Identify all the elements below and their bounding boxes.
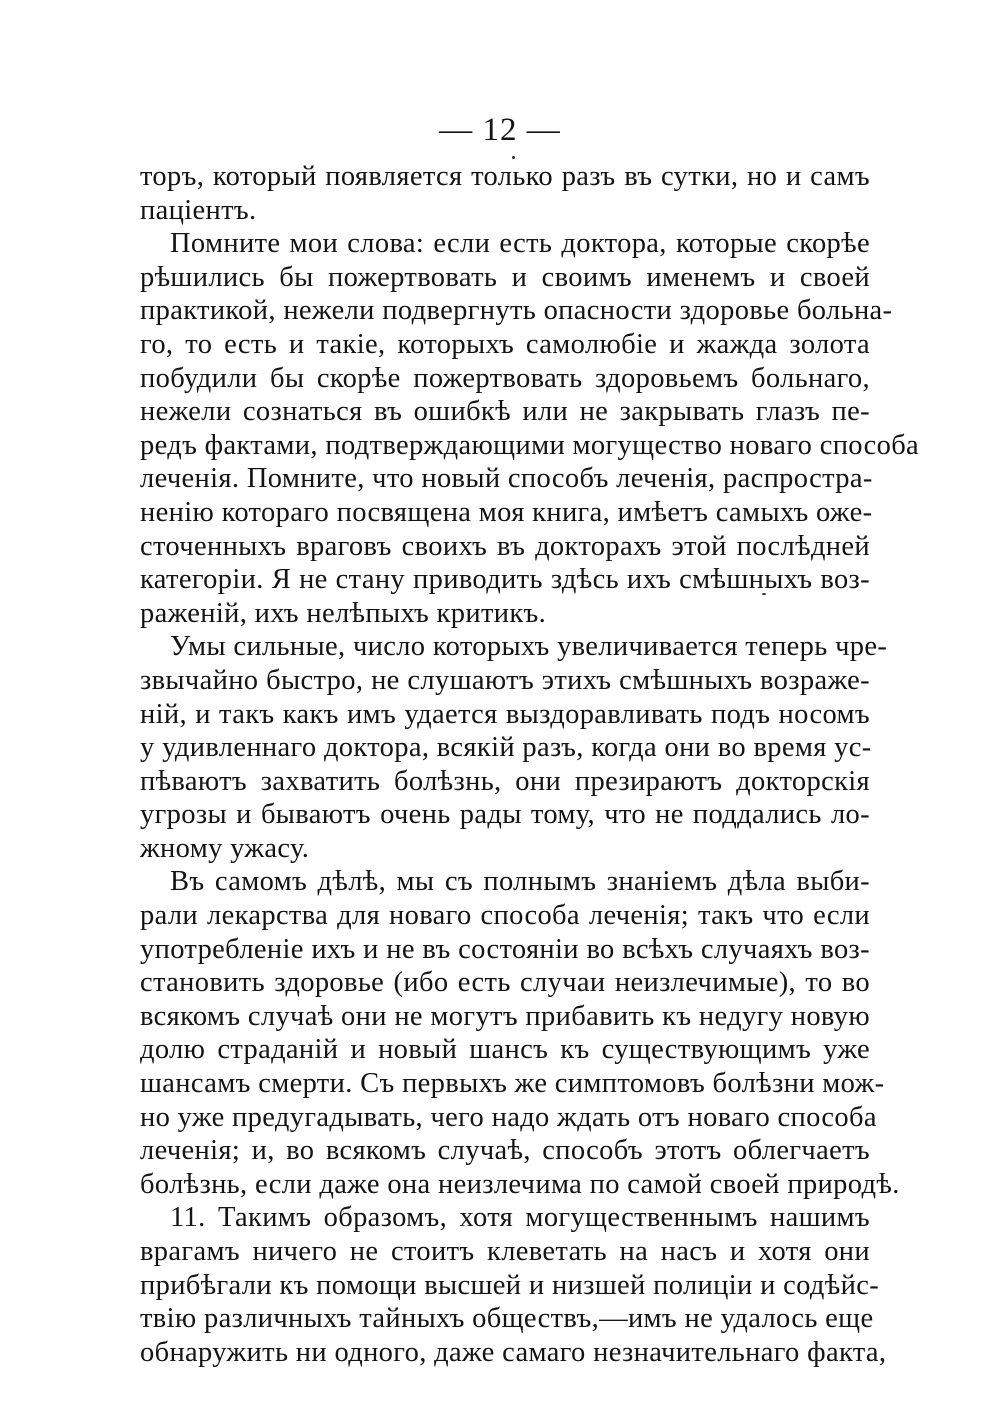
text-line: но уже предугадывать, чего надо ждать отъ новаго способа: [140, 1101, 877, 1133]
text-line: долю страданій и новый шансъ къ существующимъ уже: [140, 1034, 870, 1066]
paragraph: [140, 1201, 887, 1369]
text-line: паціентъ.: [140, 194, 257, 226]
text-line: звычайно быстро, не слушаютъ этихъ смѣшныхъ возраже-: [140, 664, 870, 696]
paragraph: [140, 865, 900, 1201]
text-line: Помните мои слова: если есть доктора, которые скорѣе: [170, 228, 870, 260]
text-line: ній, и такъ какъ имъ удается выздоравливать подъ носомъ: [140, 698, 870, 730]
text-line: леченія; и, во всякомъ случаѣ, способъ этотъ облегчаетъ: [140, 1135, 870, 1167]
text-line: сточенныхъ враговъ своихъ въ докторахъ этой послѣдней: [140, 530, 870, 562]
text-line: врагамъ ничего не стоитъ клеветать на насъ и хотя они: [140, 1236, 870, 1267]
text-line: у удивленнаго доктора, всякій разъ, когда они во время ус-: [140, 732, 872, 764]
text-line: обнаружить ни одного, даже самаго незначительнаго факта,: [140, 1336, 887, 1368]
text-line: раженій, ихъ нелѣпыхъ критикъ.: [140, 597, 547, 629]
text-line: становить здоровье (ибо есть случаи неизлечимые), то во: [140, 967, 870, 999]
body-text: [140, 160, 920, 1369]
text-line: категоріи. Я не стану приводить здѣсь ихъ смѣшныхъ воз-: [140, 564, 870, 596]
text-line: жному ужасу.: [140, 832, 310, 864]
paragraph: [140, 160, 870, 227]
paragraph: [140, 227, 920, 630]
text-line: редъ фактами, подтверждающими могущество новаго способа: [140, 429, 920, 461]
text-line: леченія. Помните, что новый способъ леченія, распростра-: [140, 463, 873, 495]
paragraph: [140, 630, 888, 865]
text-line: Въ самомъ дѣлѣ, мы съ полнымъ знаніемъ дѣла выби-: [170, 866, 870, 898]
text-line: угрозы и бываютъ очень рады тому, что не поддались ло-: [140, 799, 870, 831]
text-line: ненію котораго посвящена моя книга, имѣетъ самыхъ оже-: [140, 496, 873, 528]
text-line: торъ, который появляется только разъ въ сутки, но и самъ: [140, 161, 870, 192]
text-line: 11. Такимъ образомъ, хотя могущественнымъ нашимъ: [170, 1202, 870, 1234]
text-line: рали лекарства для новаго способа леченія; такъ что если: [140, 900, 870, 932]
scan-speck: [512, 156, 515, 159]
text-line: побудили бы скорѣе пожертвовать здоровьемъ больнаго,: [140, 362, 870, 394]
text-line: всякомъ случаѣ они не могутъ прибавить къ недугу новую: [140, 1000, 870, 1032]
page-number: — 12 —: [439, 112, 561, 148]
text-line: нежели сознаться въ ошибкѣ или не закрывать глазъ пе-: [140, 396, 870, 428]
text-line: практикой, нежели подвергнуть опасности здоровье больна-: [140, 295, 893, 327]
text-line: твію различныхъ тайныхъ обществъ,—имъ не удалось еще: [140, 1303, 874, 1335]
text-line: пѣваютъ захватить болѣзнь, они презираютъ докторскія: [140, 765, 870, 797]
text-line: шансамъ смерти. Съ первыхъ же симптомовъ болѣзни мож-: [140, 1068, 885, 1100]
text-line: употребленіе ихъ и не въ состояніи во всѣхъ случаяхъ воз-: [140, 933, 870, 965]
text-line: го, то есть и такіе, которыхъ самолюбіе и жажда золота: [140, 328, 870, 360]
text-line: прибѣгали къ помощи высшей и низшей полиціи и содѣйс-: [140, 1269, 880, 1301]
text-line: болѣзнь, если даже она неизлечима по самой своей природѣ.: [140, 1168, 900, 1200]
text-line: Умы сильные, число которыхъ увеличивается теперь чре-: [170, 631, 888, 663]
text-line: рѣшились бы пожертвовать и своимъ именемъ и своей: [140, 261, 870, 293]
